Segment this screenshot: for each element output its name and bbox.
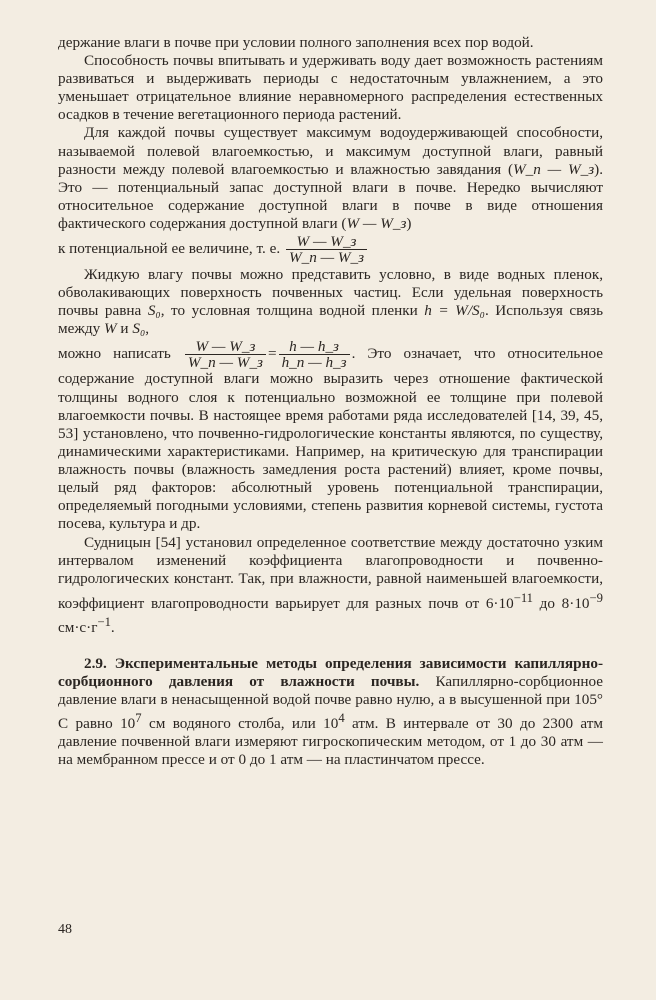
exponent: −1 <box>97 614 111 629</box>
fraction-w <box>185 339 266 370</box>
text: Жидкую влагу почвы можно представить условно, в виде водных пленок, обволакивающих поверхность почвенных частиц. Если удельная поверхность почвы равна <box>58 266 603 320</box>
text: . <box>110 618 115 636</box>
section-2-9 <box>58 655 603 770</box>
paragraph-absorption: Способность почвы впитывать и удерживать воду дает возможность растениям развиваться и выдерживать периоды с недостаточным увлажнением, а это уменьшает отрицательное влияние неравномерного распределения естественных осадков в течение вегетационного периода растений. <box>58 52 603 124</box>
formula-s0: S₀ <box>147 302 161 320</box>
fraction-h <box>279 339 350 370</box>
exponent: 7 <box>135 711 142 726</box>
paragraph-continuation: держание влаги в почве при условии полного заполнения всех пор водой. <box>58 34 534 51</box>
text: и <box>120 320 129 338</box>
formula-w: W <box>103 320 117 338</box>
paragraph-sudnitsyn <box>58 534 603 637</box>
exponent: 4 <box>338 711 345 726</box>
text: Для каждой почвы существует максимум водоудерживающей способности, называемой полевой влагоемкостью, и максимум доступной влаги, равный разности между полевой влагоемкостью и влажностью завядания ( <box>58 124 603 178</box>
equals-sign: = <box>267 345 277 363</box>
page-body <box>58 34 603 769</box>
fraction-numerator: W — W_з <box>185 339 266 355</box>
paragraph-film <box>58 266 603 338</box>
text: до 8·10 <box>533 594 590 612</box>
paragraph-field-capacity <box>58 124 603 233</box>
section-heading: 2.9. Экспериментальные методы определения зависимости капиллярно-сорбционного давления от влажности почвы. <box>58 654 603 690</box>
formula-wp-wz: W_п — W_з <box>513 160 595 178</box>
text: Судницын [54] установил определенное соответствие между достаточно узким интервалом изменений коэффициента влагопроводности и почвенно-гидрологических констант. Так, при влажности, равной наименьшей влагоемкости, коэффициент влагопроводности варьирует для разных почв от 6·10 <box>58 534 603 612</box>
text: . Это означает, что относительное содержание доступной влаги можно выразить через отношение фактической толщины водного слоя к потенциально возможной ее толщине при полевой влагоемкости почвы. В настоящее время работами ряда исследователей [14, 39, 45, 53] установлено, что почвенно-гидрологические константы являются, по существу, динамическими характеристиками. Например, на критическую для транспирации влажность почвы (влажность замедления роста растений) влияет, кроме почвы, целый ряд факторов: абсолютный уровень потенциальной транспирации, определяемый погодными условиями, степень развития корневой системы, густота посева, культура и др. <box>58 345 603 533</box>
fraction-denominator: W_п — W_з <box>187 354 263 372</box>
fraction-relative-moisture <box>286 234 367 265</box>
fraction-numerator: W — W_з <box>286 234 367 250</box>
page-number: 48 <box>58 922 72 937</box>
exponent: −11 <box>513 590 534 605</box>
text: Капиллярно-сорбционное давление влаги в ненасыщенной водой почве равно нулю, а в высушенной при 105° С равно 10 <box>58 672 603 733</box>
text: , <box>145 320 150 338</box>
text: можно написать <box>58 345 171 363</box>
fraction-denominator: h_п — h_з <box>281 354 347 372</box>
text: . Используя связь между <box>58 302 604 338</box>
text: ). Это — потенциальный запас доступной влаги в почве. Нередко вычисляют относительное содержание доступной влаги в почве в виде отношения фактического содержания доступной влаги ( <box>58 160 603 232</box>
formula-w-wz: W — W_з <box>346 214 407 232</box>
text: атм. В интервале от 30 до 2300 атм давление почвенной влаги измеряют гигроскопическим методом, от 1 до 30 атм — на мембранном прессе и от 0 до 1 атм — на пластинчатом прессе. <box>58 715 603 769</box>
fraction-numerator: h — h_з <box>279 339 350 355</box>
formula-line-1 <box>58 234 603 265</box>
formula-line-2 <box>58 339 603 533</box>
exponent: −9 <box>589 590 603 605</box>
text: , то условная толщина водной пленки <box>160 302 418 320</box>
text: см водяного столба, или 10 <box>141 715 339 733</box>
formula-s0: S₀ <box>132 320 146 338</box>
text: ) <box>406 214 412 232</box>
fraction-denominator: W_п — W_з <box>288 249 365 267</box>
text: к потенциальной ее величине, т. е. <box>58 240 281 258</box>
text: см·с·г <box>58 618 98 636</box>
formula-h: h = W/S₀ <box>424 302 485 320</box>
